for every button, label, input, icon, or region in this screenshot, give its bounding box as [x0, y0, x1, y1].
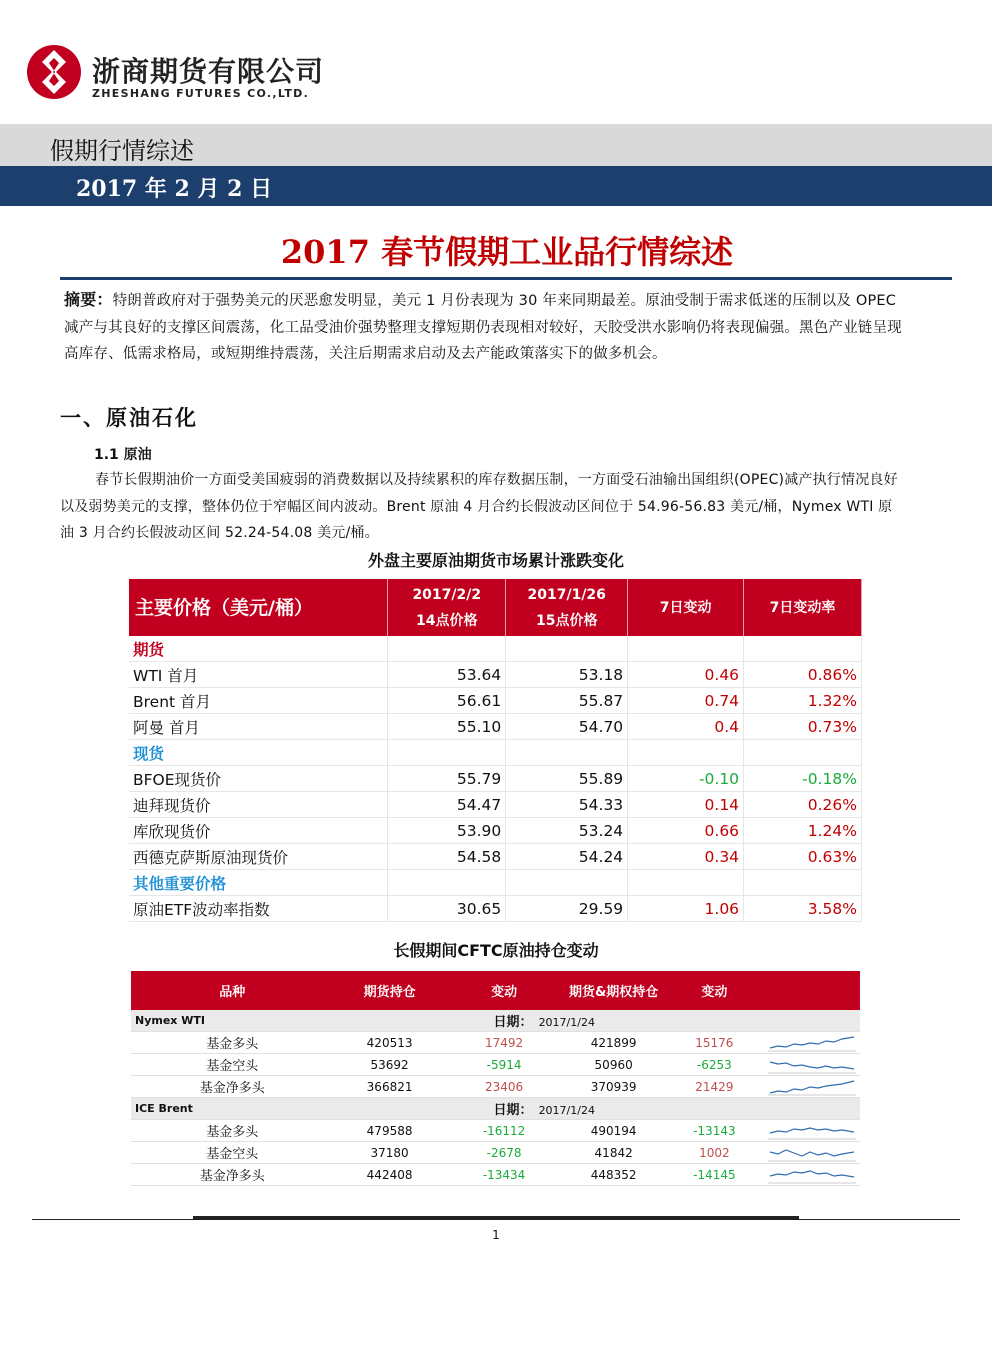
price-0202: 55.79 [388, 766, 506, 792]
price-0202: 30.65 [388, 896, 506, 922]
sparkline-icon [768, 1166, 856, 1184]
abstract-label: 摘要： [64, 290, 113, 309]
empty-cell [506, 636, 628, 662]
position-type: 基金空头 [131, 1054, 334, 1076]
table-category-row [129, 870, 862, 896]
empty-cell [388, 870, 506, 896]
position-type: 基金净多头 [131, 1076, 334, 1098]
page-title: 2017 春节假期工业品行情综述 [280, 233, 734, 271]
table-row [129, 896, 862, 922]
sparkline-icon [768, 1078, 856, 1096]
change-rate: 0.86% [744, 662, 862, 688]
futures-change: -16112 [446, 1120, 563, 1142]
position-type: 基金多头 [131, 1120, 334, 1142]
col-header-futures-change: 变动 [446, 971, 563, 1010]
futures-position: 366821 [334, 1076, 446, 1098]
company-logo-icon [26, 44, 82, 100]
date-label: 日期： [493, 1015, 533, 1030]
change: -0.10 [628, 766, 744, 792]
fut-opt-change: -13143 [665, 1120, 764, 1142]
page-number: 1 [492, 1228, 500, 1242]
price-0202: 56.61 [388, 688, 506, 714]
change-rate: 3.58% [744, 896, 862, 922]
position-type: 基金多头 [131, 1032, 334, 1054]
category-label: 期货 [129, 636, 388, 662]
section-title: 假期行情综述 [50, 137, 194, 165]
change: 0.74 [628, 688, 744, 714]
group-date [334, 1098, 860, 1120]
change-rate: 1.24% [744, 818, 862, 844]
col-header-item: 主要价格（美元/桶） [129, 579, 388, 636]
price-0202: 54.47 [388, 792, 506, 818]
futures-change: -2678 [446, 1142, 563, 1164]
sparkline-cell [764, 1120, 860, 1142]
table1-caption: 外盘主要原油期货市场累计涨跌变化 [367, 551, 624, 570]
change-rate: 0.63% [744, 844, 862, 870]
change: 0.46 [628, 662, 744, 688]
row-label: BFOE现货价 [129, 766, 388, 792]
price-0126: 29.59 [506, 896, 628, 922]
fut-opt-position: 490194 [563, 1120, 665, 1142]
group-row [131, 1098, 860, 1120]
cftc-position-table [131, 971, 860, 1186]
col-header-fut-opt: 期货&期权持仓 [563, 971, 665, 1010]
empty-cell [506, 740, 628, 766]
section-heading: 一、原油石化 [60, 406, 198, 430]
sparkline-icon [768, 1034, 856, 1052]
row-label: 阿曼 首月 [129, 714, 388, 740]
table-row [131, 1076, 860, 1098]
table-row [131, 1054, 860, 1076]
empty-cell [628, 636, 744, 662]
table-row [131, 1142, 860, 1164]
table-header-row [131, 971, 860, 1010]
table-row [129, 662, 862, 688]
sparkline-cell [764, 1054, 860, 1076]
price-0126: 54.24 [506, 844, 628, 870]
category-label: 现货 [129, 740, 388, 766]
col-header-variety: 品种 [131, 971, 334, 1010]
col-header-fut-opt-change: 变动 [665, 971, 764, 1010]
sparkline-icon [768, 1144, 856, 1162]
change-rate: 0.26% [744, 792, 862, 818]
table-row [131, 1164, 860, 1186]
table-row [129, 714, 862, 740]
change-rate: 0.73% [744, 714, 862, 740]
row-label: 原油ETF波动率指数 [129, 896, 388, 922]
empty-cell [506, 870, 628, 896]
sparkline-cell [764, 1142, 860, 1164]
price-0126: 55.87 [506, 688, 628, 714]
group-row [131, 1010, 860, 1032]
row-label: 库欣现货价 [129, 818, 388, 844]
empty-cell [744, 870, 862, 896]
price-0126: 53.24 [506, 818, 628, 844]
company-name-cn: 浙商期货有限公司 [92, 55, 325, 88]
fut-opt-change: 21429 [665, 1076, 764, 1098]
change: 1.06 [628, 896, 744, 922]
fut-opt-position: 41842 [563, 1142, 665, 1164]
fut-opt-position: 50960 [563, 1054, 665, 1076]
change: 0.34 [628, 844, 744, 870]
price-0126: 54.70 [506, 714, 628, 740]
table-category-row [129, 636, 862, 662]
futures-change: 23406 [446, 1076, 563, 1098]
sub-heading: 1.1 原油 [94, 447, 152, 463]
sparkline-icon [768, 1122, 856, 1140]
fut-opt-change: 15176 [665, 1032, 764, 1054]
abstract-text: 特朗普政府对于强势美元的厌恶愈发明显，美元 1 月份表现为 30 年来同期最差。原油受制于需求低迷的压制以及 OPEC 减产与其良好的支撑区间震荡，化工品受油价强势整理支撑短期仍表现相对较好，天胶受洪水影响仍将表现偏强。黑色产业链呈现高库存、低需求格局，或短期维持震荡，关注后期需求启动及去产能政策落实下的做多机会。 [64, 293, 902, 362]
change: 0.4 [628, 714, 744, 740]
group-name: Nymex WTI [131, 1010, 334, 1032]
empty-cell [388, 636, 506, 662]
report-date: 2017 年 2 月 2 日 [76, 176, 273, 202]
abstract [64, 287, 904, 368]
col-header-change-rate: 7日变动率 [744, 579, 862, 636]
futures-position: 479588 [334, 1120, 446, 1142]
change-rate: -0.18% [744, 766, 862, 792]
table-category-row [129, 740, 862, 766]
futures-position: 37180 [334, 1142, 446, 1164]
fut-opt-position: 448352 [563, 1164, 665, 1186]
col-header-futures: 期货持仓 [334, 971, 446, 1010]
table-row [129, 792, 862, 818]
footer-line [32, 1219, 960, 1220]
empty-cell [628, 870, 744, 896]
col-header-0202: 2017/2/2 14点价格 [388, 579, 506, 636]
company-name-en: ZHESHANG FUTURES CO.,LTD. [92, 87, 310, 100]
empty-cell [628, 740, 744, 766]
category-label: 其他重要价格 [129, 870, 388, 896]
group-date [334, 1010, 860, 1032]
row-label: 迪拜现货价 [129, 792, 388, 818]
change: 0.66 [628, 818, 744, 844]
price-0126: 54.33 [506, 792, 628, 818]
row-label: 西德克萨斯原油现货价 [129, 844, 388, 870]
date-label: 日期： [493, 1103, 533, 1118]
col-header-0126: 2017/1/26 15点价格 [506, 579, 628, 636]
table-row [129, 844, 862, 870]
table-header-row [129, 579, 862, 636]
futures-change: 17492 [446, 1032, 563, 1054]
date-value: 2017/1/24 [538, 1104, 595, 1117]
change-rate: 1.32% [744, 688, 862, 714]
fut-opt-change: -14145 [665, 1164, 764, 1186]
fut-opt-change: 1002 [665, 1142, 764, 1164]
fut-opt-position: 370939 [563, 1076, 665, 1098]
price-0202: 54.58 [388, 844, 506, 870]
col-header-sparkline [764, 971, 860, 1010]
price-0202: 53.64 [388, 662, 506, 688]
table2-caption: 长假期间CFTC原油持仓变动 [393, 941, 599, 960]
fut-opt-position: 421899 [563, 1032, 665, 1054]
empty-cell [744, 636, 862, 662]
date-value: 2017/1/24 [538, 1016, 595, 1029]
price-0126: 55.89 [506, 766, 628, 792]
table-row [131, 1032, 860, 1054]
position-type: 基金净多头 [131, 1164, 334, 1186]
crude-price-table [129, 579, 862, 922]
sparkline-cell [764, 1076, 860, 1098]
fut-opt-change: -6253 [665, 1054, 764, 1076]
futures-position: 53692 [334, 1054, 446, 1076]
body-paragraph: 春节长假期油价一方面受美国疲弱的消费数据以及持续累积的库存数据压制，一方面受石油输出国组织(OPEC)减产执行情况良好以及弱势美元的支撑，整体仍位于窄幅区间内波动。Brent 原油 4 月合约长假波动区间位于 54.96-56.83 美元/桶，Nymex WTI 原油 3 月合约长假波动区间 52.24-54.08 美元/桶。 [60, 472, 898, 541]
sparkline-icon [768, 1056, 856, 1074]
change: 0.14 [628, 792, 744, 818]
col-header-change: 7日变动 [628, 579, 744, 636]
sparkline-cell [764, 1032, 860, 1054]
title-divider [60, 277, 952, 280]
table-row [131, 1120, 860, 1142]
table-row [129, 766, 862, 792]
sparkline-cell [764, 1164, 860, 1186]
price-0126: 53.18 [506, 662, 628, 688]
position-type: 基金空头 [131, 1142, 334, 1164]
empty-cell [744, 740, 862, 766]
price-0202: 55.10 [388, 714, 506, 740]
futures-change: -13434 [446, 1164, 563, 1186]
table-row [129, 818, 862, 844]
price-0202: 53.90 [388, 818, 506, 844]
row-label: Brent 首月 [129, 688, 388, 714]
empty-cell [388, 740, 506, 766]
futures-position: 420513 [334, 1032, 446, 1054]
futures-position: 442408 [334, 1164, 446, 1186]
futures-change: -5914 [446, 1054, 563, 1076]
table-row [129, 688, 862, 714]
group-name: ICE Brent [131, 1098, 334, 1120]
row-label: WTI 首月 [129, 662, 388, 688]
